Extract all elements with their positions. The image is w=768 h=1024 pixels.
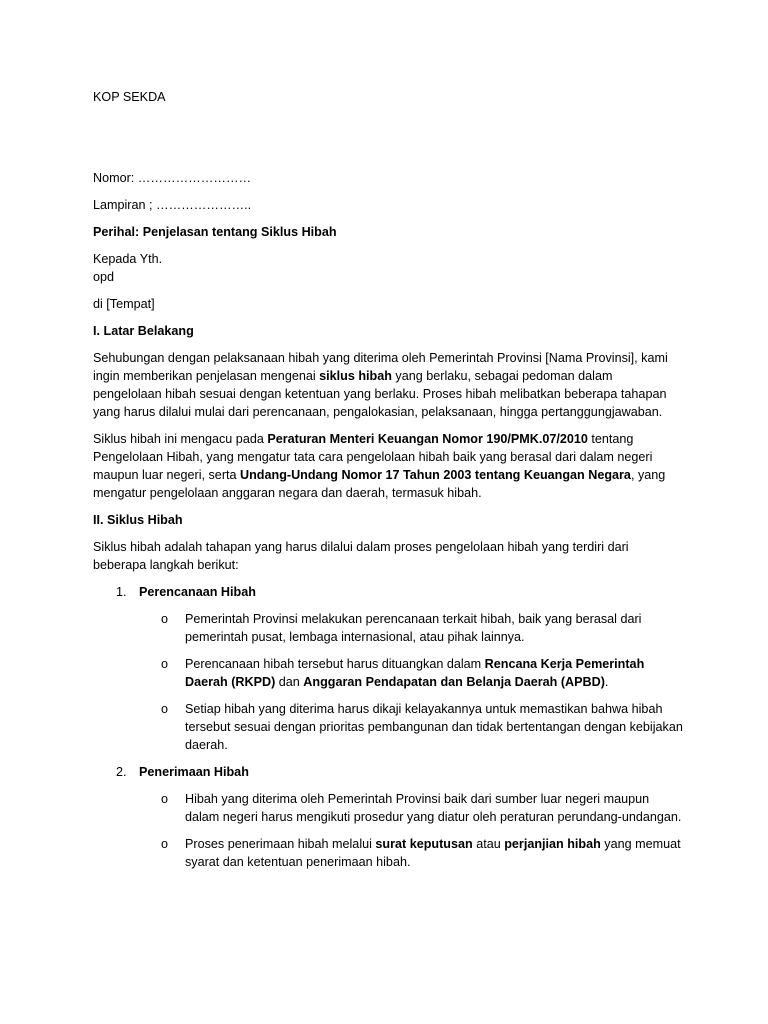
cycle-intro-paragraph: Siklus hibah adalah tahapan yang harus dilalui dalam proses pengelolaan hibah yang terdiri dari beberapa langkah berikut: [93,540,629,572]
bullet-circle-icon: o [161,702,169,716]
receipt-bullets [93,790,683,871]
numbered-item-receipt [93,763,683,781]
recipient-name: opd [93,270,115,284]
subject-line [93,223,683,241]
bullet-circle-icon: o [161,612,169,626]
bullet-circle-icon: o [161,657,169,671]
letter-number: Nomor: ……………………… [93,171,252,185]
list-item: o Hibah yang diterima oleh Pemerintah Provinsi baik dari sumber luar negeri maupun dalam negeri harus mengikuti prosedur yang diatur oleh peraturan perundang-undangan. [161,792,682,824]
bullet-circle-icon: o [161,792,169,806]
recipient-block [93,250,683,286]
list-item: o Setiap hibah yang diterima harus dikaji kelayakannya untuk memastikan bahwa hibah tersebut sesuai dengan prioritas pembangunan dan tidak bertentangan dengan kebijakan daerah. [161,702,683,752]
background-paragraph-2: Siklus hibah ini mengacu pada Peraturan Menteri Keuangan Nomor 190/PMK.07/2010 tentang Pengelolaan Hibah, yang mengatur tata cara pengelolaan hibah baik yang berasal dari dalam negeri maupun luar negeri, serta Undang-Undang Nomor 17 Tahun 2003 tentang Keuangan Negara, yang mengatur pengelolaan anggaran negara dan daerah, termasuk hibah. [93,432,666,500]
subject-text: Perihal: Penjelasan tentang Siklus Hibah [93,225,337,239]
item-number: 1. [116,585,127,599]
section-heading-cycle: II. Siklus Hibah [93,513,183,527]
attachment-line: Lampiran ; ………………….. [93,198,252,212]
item-title: Penerimaan Hibah [139,765,249,779]
background-paragraph-1: Sehubungan dengan pelaksanaan hibah yang diterima oleh Pemerintah Provinsi [Nama Provinsi], kami ingin memberikan penjelasan mengenai siklus hibah yang berlaku, sebagai pedoman dalam pengelolaan hibah sesuai dengan ketentuan yang berlaku. Proses hibah melibatkan beberapa tahapan yang harus dilalui mulai dari perencanaan, pengalokasian, pelaksanaan, hingga pertanggungjawaban. [93,351,668,419]
letter-body [93,88,683,871]
recipient-place: di [Tempat] [93,297,155,311]
recipient-salutation: Kepada Yth. [93,252,163,266]
list-item: o Proses penerimaan hibah melalui surat keputusan atau perjanjian hibah yang memuat syarat dan ketentuan penerimaan hibah. [161,837,681,869]
planning-bullets [93,610,683,754]
list-item: o Perencanaan hibah tersebut harus dituangkan dalam Rencana Kerja Pemerintah Daerah (RKPD) dan Anggaran Pendapatan dan Belanja Daerah (APBD). [161,657,645,689]
list-item: o Pemerintah Provinsi melakukan perencanaan terkait hibah, baik yang berasal dari pemerintah pusat, lembaga internasional, atau pihak lainnya. [161,612,642,644]
bullet-circle-icon: o [161,837,169,851]
letterhead-placeholder: KOP SEKDA [93,90,166,104]
item-number: 2. [116,765,127,779]
section-heading-background: I. Latar Belakang [93,324,194,338]
item-title: Perencanaan Hibah [139,585,256,599]
numbered-item-planning [93,583,683,601]
